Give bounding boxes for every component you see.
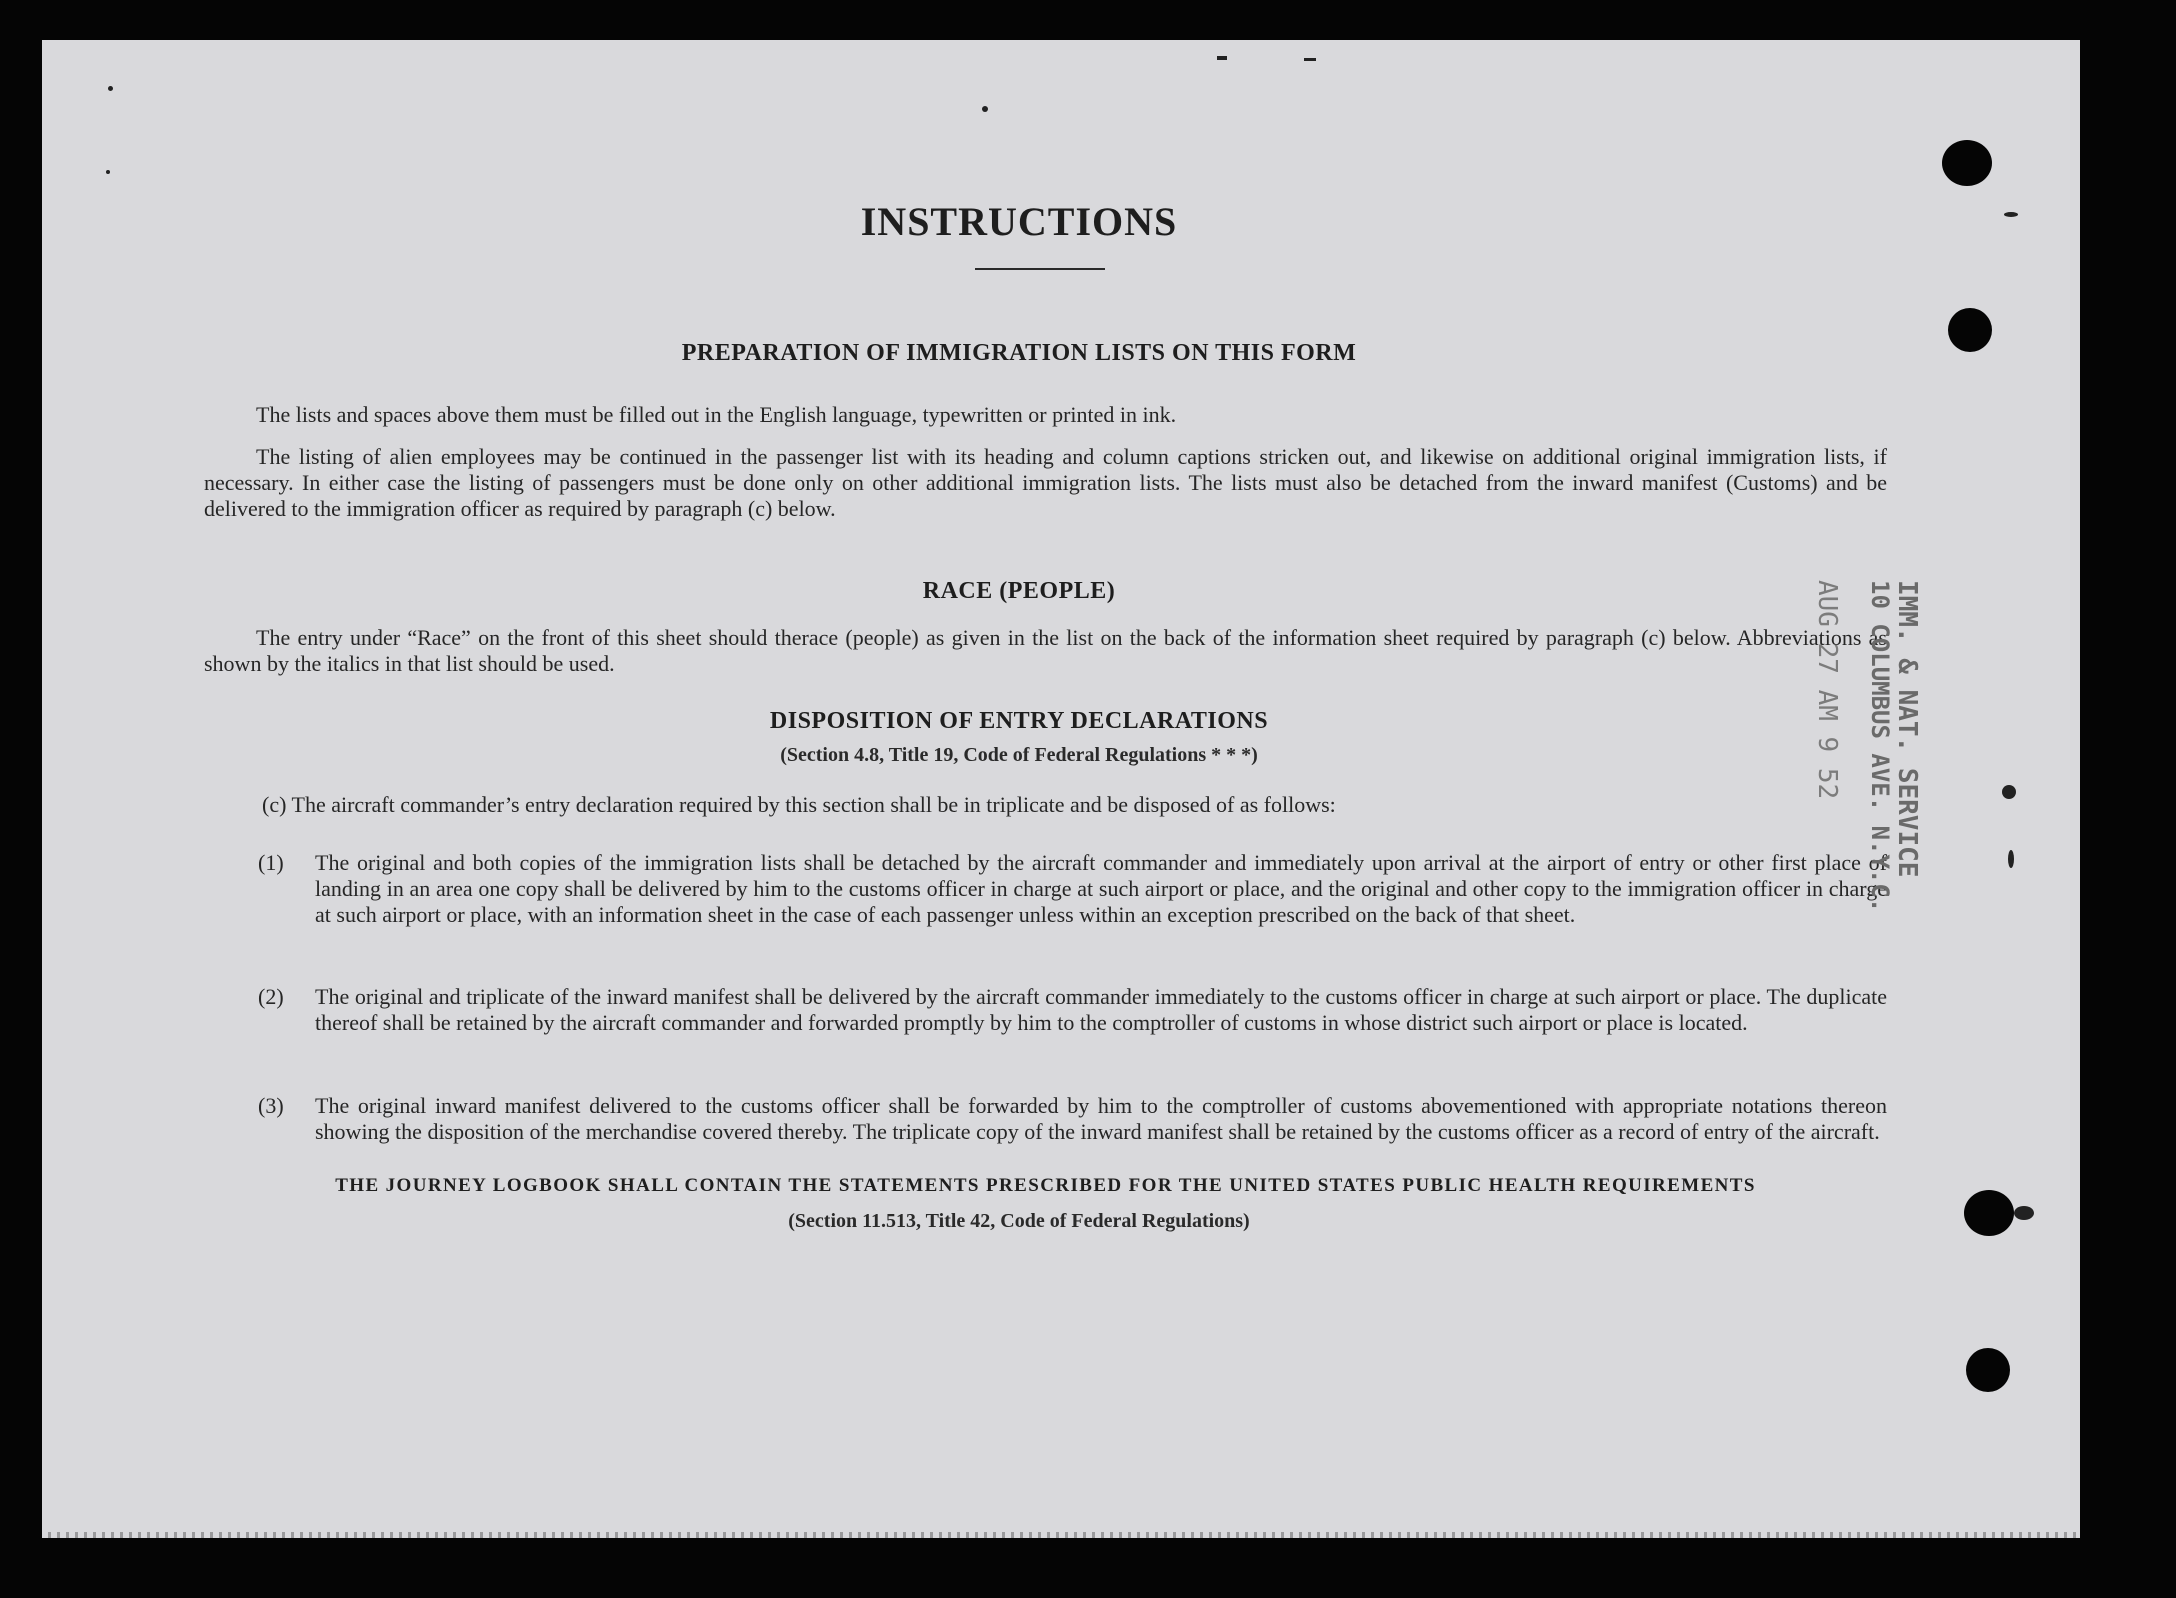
preparation-paragraph-1: The lists and spaces above them must be filled out in the English language, typewritten or printed in ink. <box>256 402 1177 427</box>
health-subheading: (Section 11.513, Title 42, Code of Federal Regulations) <box>788 1210 1250 1232</box>
stamp-line-2: 10 COLUMBUS AVE. N.Y.C. <box>1866 580 1894 913</box>
punch-hole <box>1948 308 1992 352</box>
disposition-subheading: (Section 4.8, Title 19, Code of Federal Regulations * * *) <box>780 744 1258 766</box>
speck <box>106 170 110 174</box>
item-text: The original and triplicate of the inward manifest shall be delivered by the aircraft commander immediately to the customs officer in charge at such airport or place. The duplicate thereof shall be retained by the aircraft commander and forwarded promptly by him to the comptroller of customs in whose district such airport or place is located. <box>315 984 1887 1035</box>
preparation-paragraph-2: The listing of alien employees may be continued in the passenger list with its heading and column captions stricken out, and likewise on additional original immigration lists, if necessary. In either case the listing of passengers must be done only on other additional immigration lists. The lists must also be detached from the inward manifest (Customs) and be delivered to the immigration officer as required by paragraph (c) below. <box>204 444 1887 521</box>
speck <box>2004 212 2018 217</box>
disposition-item-3 <box>258 1093 1887 1145</box>
race-paragraph: The entry under “Race” on the front of this sheet should therace (people) as given in the list on the back of the information sheet required by paragraph (c) below. Abbreviations as shown by the italics in that list should be used. <box>204 625 1887 676</box>
speck <box>2014 1206 2034 1220</box>
punch-hole <box>1964 1190 2014 1236</box>
race-heading: RACE (PEOPLE) <box>922 578 1116 604</box>
document-page <box>42 40 2080 1538</box>
title-divider <box>975 268 1105 270</box>
page-edge <box>42 1532 2080 1538</box>
disposition-item-2 <box>258 984 1887 1036</box>
speck <box>982 106 988 112</box>
disposition-intro: (c) The aircraft commander’s entry declaration required by this section shall be in triplicate and be disposed of as follows: <box>262 792 1336 817</box>
speck <box>2002 785 2016 799</box>
item-number: (2) <box>258 984 284 1009</box>
disposition-heading: DISPOSITION OF ENTRY DECLARATIONS <box>769 708 1269 734</box>
item-text: The original inward manifest delivered to the customs officer shall be forwarded by him to the comptroller of customs abovementioned with appropriate notations thereon showing the disposition of the merchandise covered thereby. The triplicate copy of the inward manifest shall be retained by the customs officer as a record of entry of the aircraft. <box>315 1093 1887 1144</box>
punch-hole <box>1966 1348 2010 1392</box>
speck <box>2008 850 2014 868</box>
stamp-date: AUG 27 AM 9 52 <box>1812 580 1842 800</box>
stamp-line-1: IMM. & NAT. SERVICE <box>1892 580 1922 878</box>
page-title: INSTRUCTIONS <box>860 199 1178 244</box>
punch-hole <box>1942 140 1992 186</box>
preparation-heading: PREPARATION OF IMMIGRATION LISTS ON THIS FORM <box>681 340 1357 366</box>
item-number: (1) <box>258 850 284 875</box>
item-number: (3) <box>258 1093 284 1118</box>
speck <box>1304 58 1316 61</box>
speck <box>1217 56 1227 60</box>
item-text: The original and both copies of the immigration lists shall be detached by the aircraft commander and immediately upon arrival at the airport of entry or other first place of landing in an area one copy shall be delivered by him to the customs officer in charge at such airport or place, and the original and other copy to the immigration officer in charge at such airport or place, with an information sheet in the case of each passenger unless within an exception prescribed on the back of that sheet. <box>315 850 1887 927</box>
disposition-item-1 <box>258 850 1887 928</box>
speck <box>108 86 113 91</box>
health-statement: THE JOURNEY LOGBOOK SHALL CONTAIN THE STATEMENTS PRESCRIBED FOR THE UNITED STATES PUBLIC HEALTH REQUIREMENTS <box>335 1175 1756 1196</box>
